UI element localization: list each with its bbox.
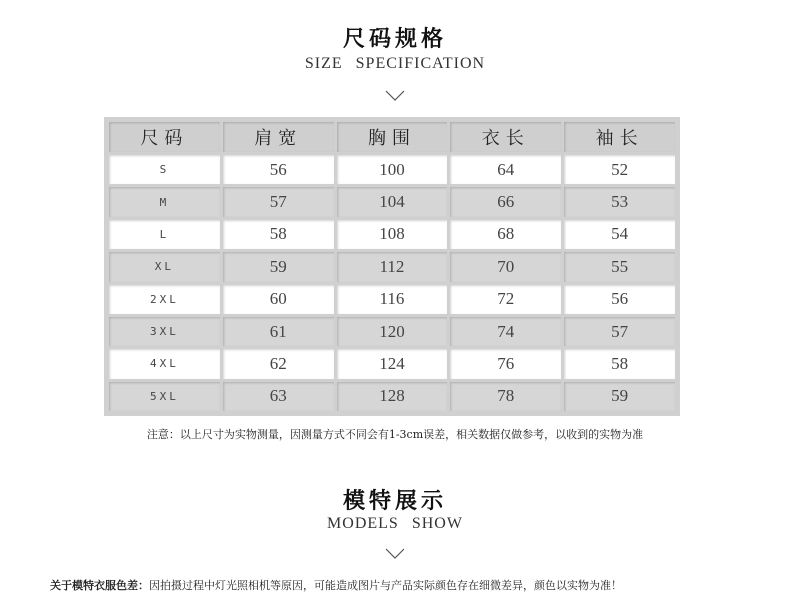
size-cell: M: [109, 187, 220, 216]
size-section-title: 尺码规格: [342, 27, 447, 52]
size-cell: 4XL: [109, 349, 220, 378]
size-cell: S: [109, 155, 220, 184]
size-cell: 5XL: [109, 382, 220, 411]
size-table-grid: [106, 119, 678, 414]
chest-cell: 116: [337, 285, 448, 314]
table-row: [109, 187, 675, 216]
size-cell: XL: [109, 252, 220, 281]
chest-cell: 100: [337, 155, 448, 184]
shoulder-cell: 59: [223, 252, 334, 281]
sleeve-cell: 59: [564, 382, 675, 411]
shoulder-cell: 61: [223, 317, 334, 346]
color-note: [50, 577, 622, 593]
length-cell: 68: [450, 220, 561, 249]
shoulder-cell: 57: [223, 187, 334, 216]
models-section-title: 模特展示: [342, 489, 447, 514]
shoulder-cell: 58: [223, 220, 334, 249]
table-row: [109, 252, 675, 281]
length-cell: 74: [450, 317, 561, 346]
length-cell: 76: [450, 349, 561, 378]
sleeve-cell: 54: [564, 220, 675, 249]
header-length: 衣长: [450, 122, 561, 152]
chevron-down-icon: [385, 548, 405, 560]
header-size: 尺码: [109, 122, 220, 152]
size-cell: 3XL: [109, 317, 220, 346]
header-shoulder: 肩宽: [223, 122, 334, 152]
table-row: [109, 285, 675, 314]
sleeve-cell: 57: [564, 317, 675, 346]
size-note: 注意：以上尺寸为实物测量，因测量方式不同会有1-3cm误差，相关数据仅做参考，以收到的实物为准: [146, 428, 644, 441]
table-row: [109, 317, 675, 346]
header-sleeve: 袖长: [564, 122, 675, 152]
table-row: [109, 349, 675, 378]
chest-cell: 108: [337, 220, 448, 249]
size-section-subtitle: SIZE SPECIFICATION: [304, 55, 486, 72]
sleeve-cell: 56: [564, 285, 675, 314]
sleeve-cell: 58: [564, 349, 675, 378]
length-cell: 72: [450, 285, 561, 314]
shoulder-cell: 62: [223, 349, 334, 378]
sleeve-cell: 55: [564, 252, 675, 281]
table-row: [109, 220, 675, 249]
shoulder-cell: 60: [223, 285, 334, 314]
chest-cell: 104: [337, 187, 448, 216]
chest-cell: 120: [337, 317, 448, 346]
header-chest: 胸围: [337, 122, 448, 152]
table-header-row: [109, 122, 675, 152]
size-table: [104, 117, 680, 416]
color-note-text: 因拍摄过程中灯光照相机等原因，可能造成图片与产品实际颜色存在细微差异，颜色以实物为准！: [149, 579, 622, 592]
chest-cell: 112: [337, 252, 448, 281]
color-note-label: 关于模特衣服色差：: [50, 579, 149, 592]
table-row: [109, 382, 675, 411]
chest-cell: 124: [337, 349, 448, 378]
length-cell: 70: [450, 252, 561, 281]
shoulder-cell: 56: [223, 155, 334, 184]
chevron-down-icon: [385, 90, 405, 102]
size-cell: L: [109, 220, 220, 249]
chest-cell: 128: [337, 382, 448, 411]
length-cell: 64: [450, 155, 561, 184]
sleeve-cell: 53: [564, 187, 675, 216]
length-cell: 66: [450, 187, 561, 216]
shoulder-cell: 63: [223, 382, 334, 411]
models-section-subtitle: MODELS SHOW: [327, 515, 463, 532]
table-row: [109, 155, 675, 184]
size-cell: 2XL: [109, 285, 220, 314]
sleeve-cell: 52: [564, 155, 675, 184]
length-cell: 78: [450, 382, 561, 411]
